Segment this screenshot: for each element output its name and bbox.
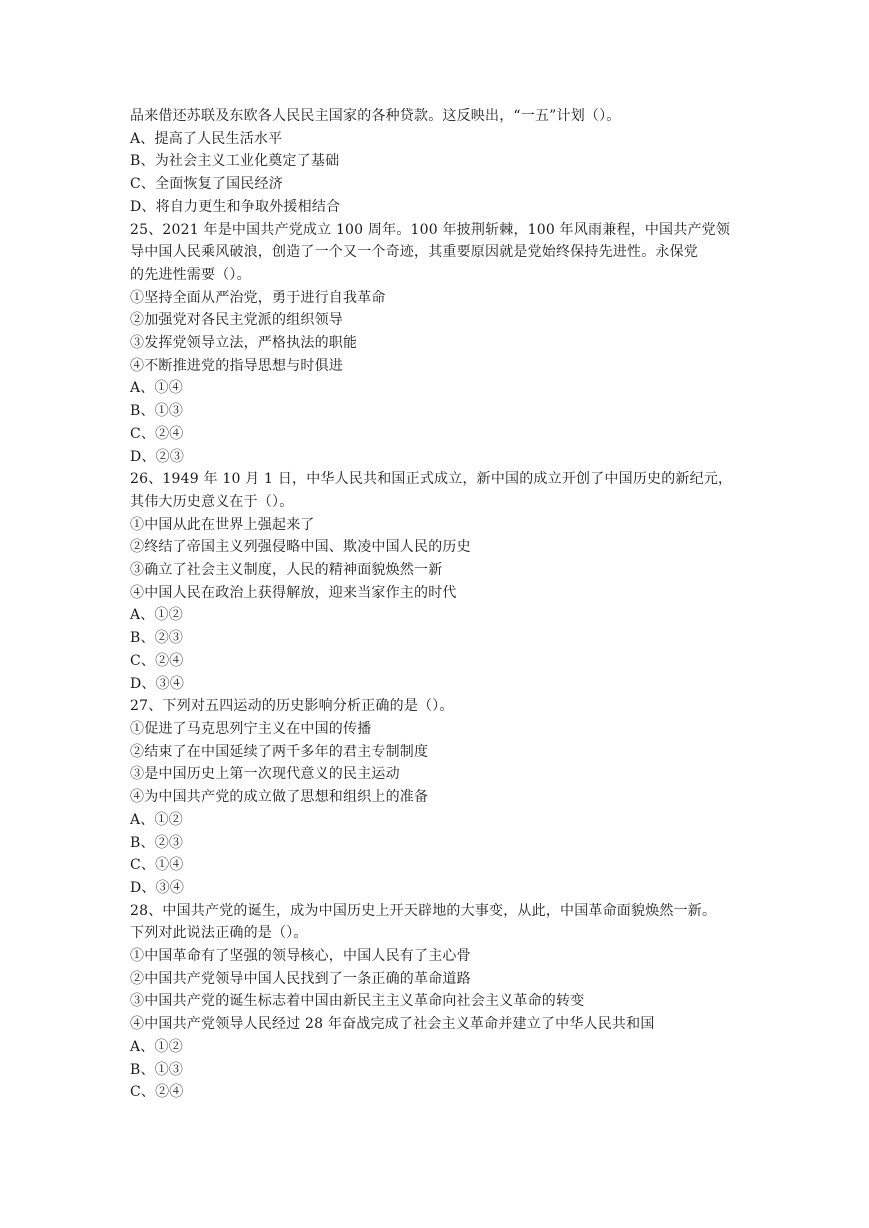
question-stem: 27、下列对五四运动的历史影响分析正确的是（）。 <box>130 698 454 715</box>
question-stem: 导中国人民乘风破浪，创造了一个又一个奇迹，其重要原因就是党始终保持先进性。永保党 <box>130 244 698 261</box>
statement-item: ③是中国历史上第一次现代意义的民主运动 <box>130 766 400 783</box>
answer-option: A、①② <box>130 1038 183 1055</box>
answer-option: A、①④ <box>130 380 183 397</box>
statement-item: ①中国从此在世界上强起来了 <box>130 516 315 533</box>
statement-item: ①促进了马克思列宁主义在中国的传播 <box>130 720 372 737</box>
question-text-block <box>130 105 750 1104</box>
statement-item: ①中国革命有了坚强的领导核心，中国人民有了主心骨 <box>130 948 471 965</box>
question-stem: 的先进性需要（）。 <box>130 266 251 283</box>
statement-item: ③确立了社会主义制度，人民的精神面貌焕然一新 <box>130 562 443 579</box>
statement-item: ③中国共产党的诞生标志着中国由新民主主义革命向社会主义革命的转变 <box>130 993 585 1010</box>
answer-option: C、②④ <box>130 652 184 669</box>
statement-item: ④中国人民在政治上获得解放，迎来当家作主的时代 <box>130 584 457 601</box>
answer-option: B、②③ <box>130 834 184 851</box>
answer-option: C、②④ <box>130 1084 184 1101</box>
answer-option: B、①③ <box>130 1061 184 1078</box>
answer-option: A、①② <box>130 811 183 828</box>
answer-option: B、为社会主义工业化奠定了基础 <box>130 153 340 170</box>
question-stem: 25、2021 年是中国共产党成立 100 周年。100 年披荆斩棘，100 年风雨兼程，中国共产党领 <box>130 221 731 238</box>
answer-option: D、③④ <box>130 879 185 896</box>
answer-option: C、②④ <box>130 425 184 442</box>
question-stem: 其伟大历史意义在于（）。 <box>130 493 294 510</box>
answer-option: D、③④ <box>130 675 185 692</box>
statement-item: ③发挥党领导立法，严格执法的职能 <box>130 335 358 352</box>
answer-option: D、将自力更生和争取外援相结合 <box>130 198 341 215</box>
statement-item: ④为中国共产党的成立做了思想和组织上的准备 <box>130 789 429 806</box>
answer-option: C、①④ <box>130 857 184 874</box>
statement-item: ②中国共产党领导中国人民找到了一条正确的革命道路 <box>130 970 471 987</box>
question-stem: 26、1949 年 10 月 1 日，中华人民共和国正式成立，新中国的成立开创了中国历史的新纪元， <box>130 471 733 488</box>
statement-item: ②终结了帝国主义列强侵略中国、欺凌中国人民的历史 <box>130 539 471 556</box>
answer-option: B、①③ <box>130 403 184 420</box>
statement-item: ④不断推进党的指导思想与时俱进 <box>130 357 343 374</box>
statement-item: ①坚持全面从严治党，勇于进行自我革命 <box>130 289 386 306</box>
answer-option: A、①② <box>130 607 183 624</box>
answer-option: A、提高了人民生活水平 <box>130 130 283 147</box>
statement-item: ④中国共产党领导人民经过 28 年奋战完成了社会主义革命并建立了中华人民共和国 <box>130 1016 655 1033</box>
answer-option: C、全面恢复了国民经济 <box>130 176 283 193</box>
statement-item: ②加强党对各民主党派的组织领导 <box>130 312 343 329</box>
answer-option: D、②③ <box>130 448 185 465</box>
statement-item: ②结束了在中国延续了两千多年的君主专制制度 <box>130 743 429 760</box>
question-stem: 下列对此说法正确的是（）。 <box>130 925 308 942</box>
text-line: 品来借还苏联及东欧各人民民主国家的各种贷款。这反映出，“一五”计划（）。 <box>130 108 621 124</box>
question-stem: 28、中国共产党的诞生，成为中国历史上开天辟地的大事变，从此，中国革命面貌焕然一新。 <box>130 902 717 919</box>
answer-option: B、②③ <box>130 630 184 647</box>
